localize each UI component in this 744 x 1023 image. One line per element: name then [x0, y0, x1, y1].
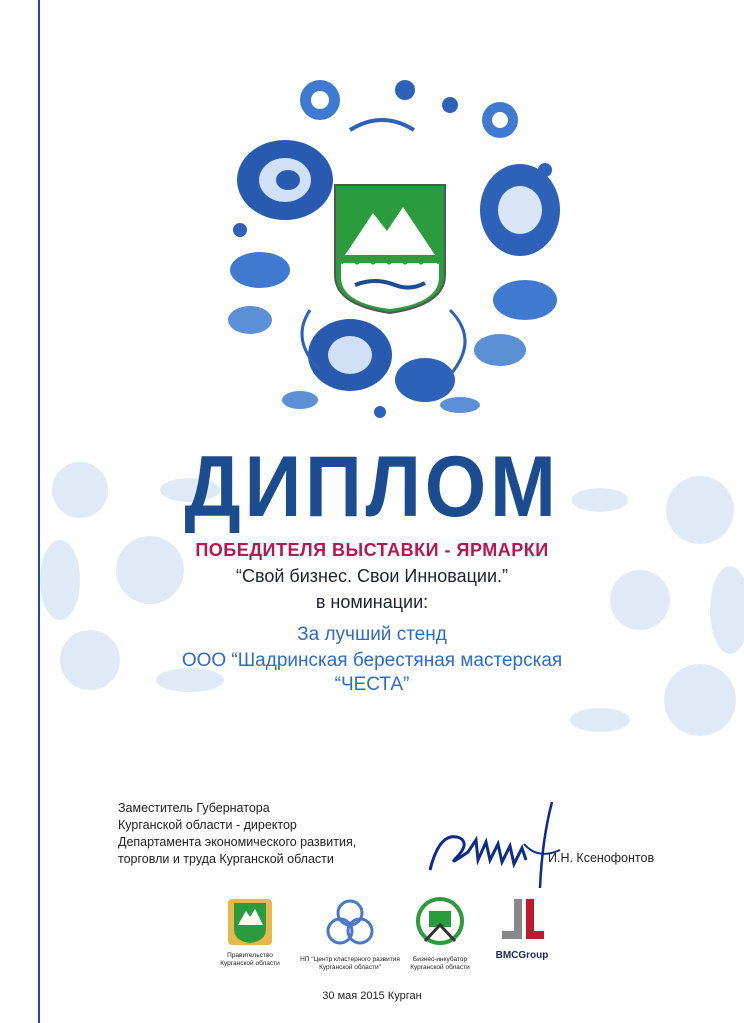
position-line: торговли и труда Курганской области	[118, 852, 334, 866]
nomination-text: За лучший стенд	[297, 624, 447, 645]
position-line: Заместитель Губернатора	[118, 801, 270, 815]
winner-line: ПОБЕДИТЕЛЯ ВЫСТАВКИ - ЯРМАРКИ	[195, 540, 549, 560]
logo-caption: Курганской области	[410, 964, 470, 971]
signatory-name: И.Н. Ксенофонтов	[548, 851, 655, 865]
logo-caption: НП "Центр кластерного развития	[300, 956, 400, 963]
business-incubator-emblem-icon	[415, 895, 465, 951]
logo-cluster-development-center	[290, 895, 410, 972]
logo-caption: Правительство	[227, 952, 273, 959]
logo-business-incubator	[405, 895, 475, 972]
issue-date: 30 мая 2015 Курган	[322, 990, 422, 1002]
logo-caption: Курганской области	[220, 960, 280, 967]
kurgan-coat-of-arms	[335, 185, 445, 313]
company-name-line-1: ООО “Шадринская берестяная мастерская	[181, 650, 563, 671]
logo-caption: Бизнес-инкубатор	[412, 956, 468, 963]
position-line: Курганской области - директор	[118, 818, 297, 832]
logo-bmc-group	[482, 895, 562, 960]
gzhel-floral-medallion	[200, 60, 565, 420]
bmc-group-emblem-icon	[492, 895, 552, 947]
kurgan-government-emblem-icon	[226, 895, 274, 947]
signatory-position	[118, 800, 356, 868]
cluster-center-emblem-icon	[322, 895, 378, 951]
handwritten-signature	[420, 800, 580, 890]
company-name-line-2: “ЧЕСТА”	[334, 674, 410, 695]
position-line: Департамента экономического развития,	[118, 835, 357, 849]
logo-caption: BMCGroup	[495, 950, 549, 961]
event-name: “Свой бизнес. Свои Инновации.”	[235, 566, 509, 586]
logo-caption: Курганской области"	[319, 964, 381, 971]
diploma-title: ДИПЛОМ	[184, 439, 560, 535]
nomination-label: в номинации:	[315, 592, 429, 612]
logo-kurgan-government	[215, 895, 285, 968]
